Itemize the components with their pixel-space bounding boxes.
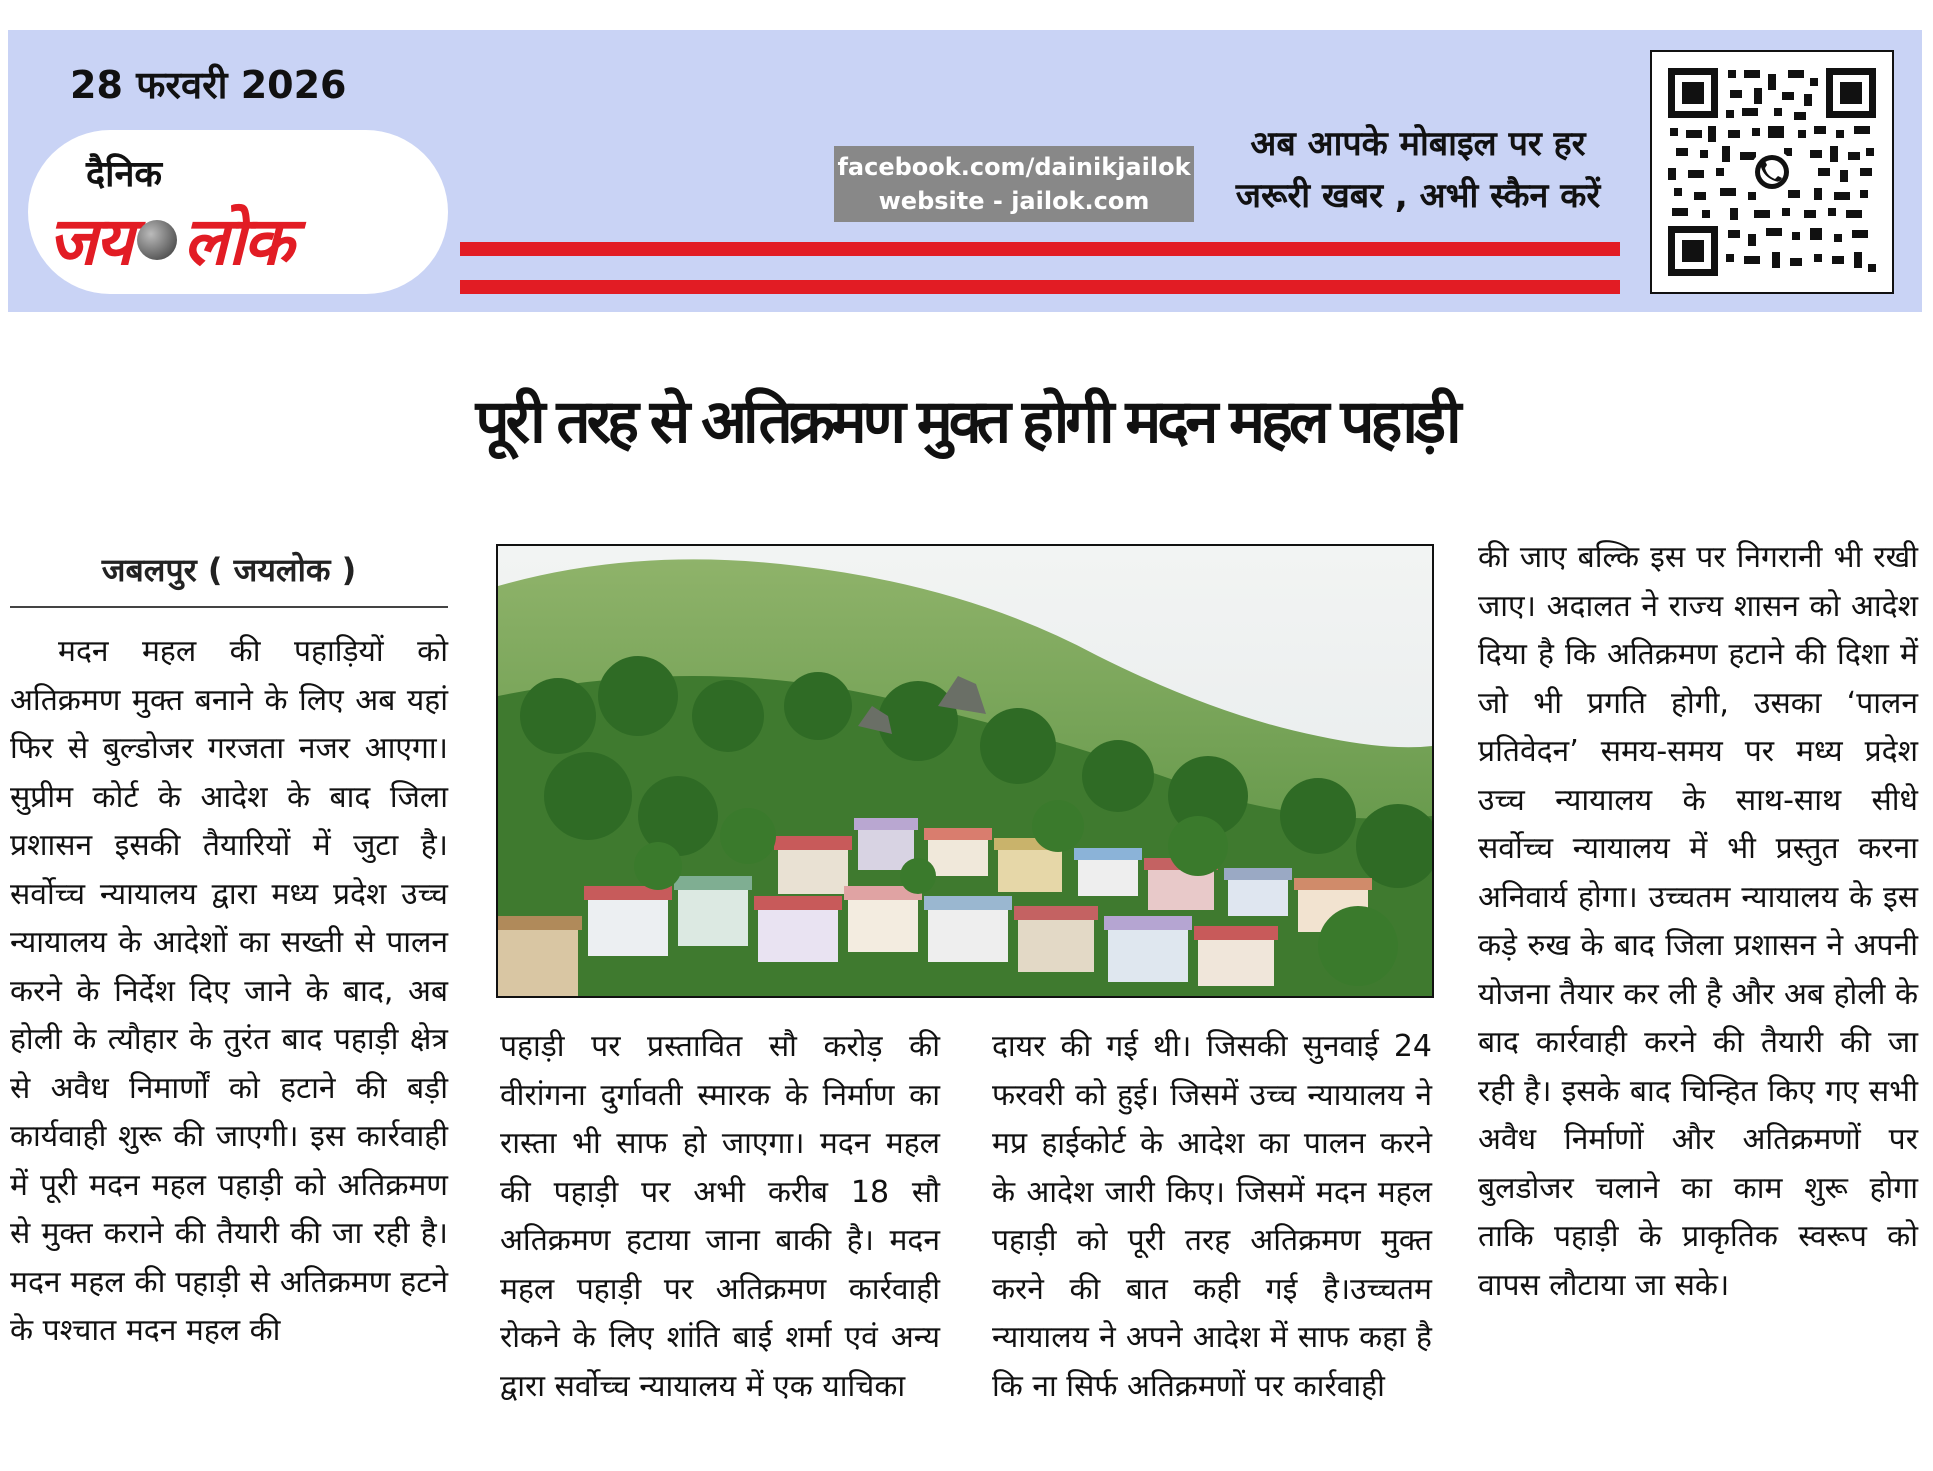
article-column-4: की जाए बल्कि इस पर निगरानी भी रखी जाए। अदालत ने राज्य शासन को आदेश दिया है कि अतिक्रमण हटाने की दिशा में जो भी प्रगति होगी, उसका ‘पालन प्रतिवेदन’ समय-समय पर मध्य प्रदेश उच्च न्यायालय के साथ-साथ सीधे सर्वोच्च न्यायालय में भी प्रस्तुत करना अनिवार्य होगा। उच्चतम न्यायालय के इस कड़े रुख के बाद जिला प्रशासन ने अपनी योजना तैयार कर ली है और अब होली के बाद कार्रवाही करने की तैयारी की जा रही है। इसके बाद चिन्हित किए गए सभी अवैध निर्माणों और अतिक्रमणों पर बुलडोजर चलाने का काम शुरू होगा ताकि पहाड़ी के प्राकृतिक स्वरूप को वापस लौटाया जा सके।: [1478, 540, 1918, 1303]
scan-prompt: [1228, 118, 1608, 222]
logo-wordmark: [48, 194, 292, 284]
logo-word-right: लोक: [183, 203, 292, 280]
headline: पूरी तरह से अतिक्रमण मुक्त होगी मदन महल पहाड़ी: [475, 387, 1458, 457]
red-divider-bottom: [460, 280, 1620, 294]
logo[interactable]: [28, 130, 448, 294]
issue-date: 28 फरवरी 2026: [70, 63, 347, 107]
qr-code-icon: [1664, 64, 1880, 280]
article-column-3: दायर की गई थी। जिसकी सुनवाई 24 फरवरी को हुई। जिसमें उच्च न्यायालय ने मप्र हाईकोर्ट के आदेश का पालन करने के आदेश जारी किए। जिसमें मदन महल पहाड़ी को पूरी तरह अतिक्रमण मुक्त करने की बात कही गई है।उच्चतम न्यायालय ने अपने आदेश में साफ कहा है कि ना सिर्फ अतिक्रमणों पर कार्रवाही: [992, 1029, 1432, 1404]
scan-prompt-line-1: अब आपके मोबाइल पर हर: [1250, 124, 1586, 164]
website-link[interactable]: website - jailok.com: [878, 187, 1150, 215]
hill-settlement-photo: [496, 544, 1434, 998]
facebook-link[interactable]: facebook.com/dainikjailok: [837, 153, 1191, 181]
logo-tagline: दैनिक: [86, 154, 163, 195]
dateline-rule: [10, 606, 448, 608]
logo-word-left: जय: [48, 203, 132, 280]
social-links: [834, 146, 1194, 222]
red-divider-top: [460, 242, 1620, 256]
dateline: जबलपुर ( जयलोक ): [101, 551, 357, 589]
article-column-1: मदन महल की पहाड़ियों को अतिक्रमण मुक्त बनाने के लिए अब यहां फिर से बुल्डोजर गरजता नजर आएगा। सुप्रीम कोर्ट के आदेश के बाद जिला प्रशासन इसकी तैयारियों में जुटा है। सर्वोच्च न्यायालय द्वारा मध्य प्रदेश उच्च न्यायालय के आदेशों का सख्ती से पालन करने के निर्देश दिए जाने के बाद, अब होली के त्यौहार के तुरंत बाद पहाड़ी क्षेत्र से अवैध निमार्णों को हटाने की बड़ी कार्यवाही शुरू की जाएगी। इस कार्रवाही में पूरी मदन महल पहाड़ी को अतिक्रमण से मुक्त कराने की तैयारी की जा रही है। मदन महल की पहाड़ी से अतिक्रमण हटने के पश्चात मदन महल की: [10, 634, 448, 1348]
article-column-2: पहाड़ी पर प्रस्तावित सौ करोड़ की वीरांगना दुर्गावती स्मारक के निर्माण का रास्ता भी साफ हो जाएगा। मदन महल की पहाड़ी पर अभी करीब 18 सौ अतिक्रमण हटाया जाना बाकी है। मदन महल पहाड़ी पर अतिक्रमण कार्रवाही रोकने के लिए शांति बाई शर्मा एवं अन्य द्वारा सर्वोच्च न्यायालय में एक याचिका: [500, 1029, 940, 1404]
qr-code[interactable]: [1650, 50, 1894, 294]
photo-illustration: [498, 546, 1432, 996]
scan-prompt-line-2: जरूरी खबर , अभी स्कैन करें: [1235, 176, 1601, 216]
masthead: [8, 30, 1922, 312]
globe-icon: [137, 220, 177, 260]
